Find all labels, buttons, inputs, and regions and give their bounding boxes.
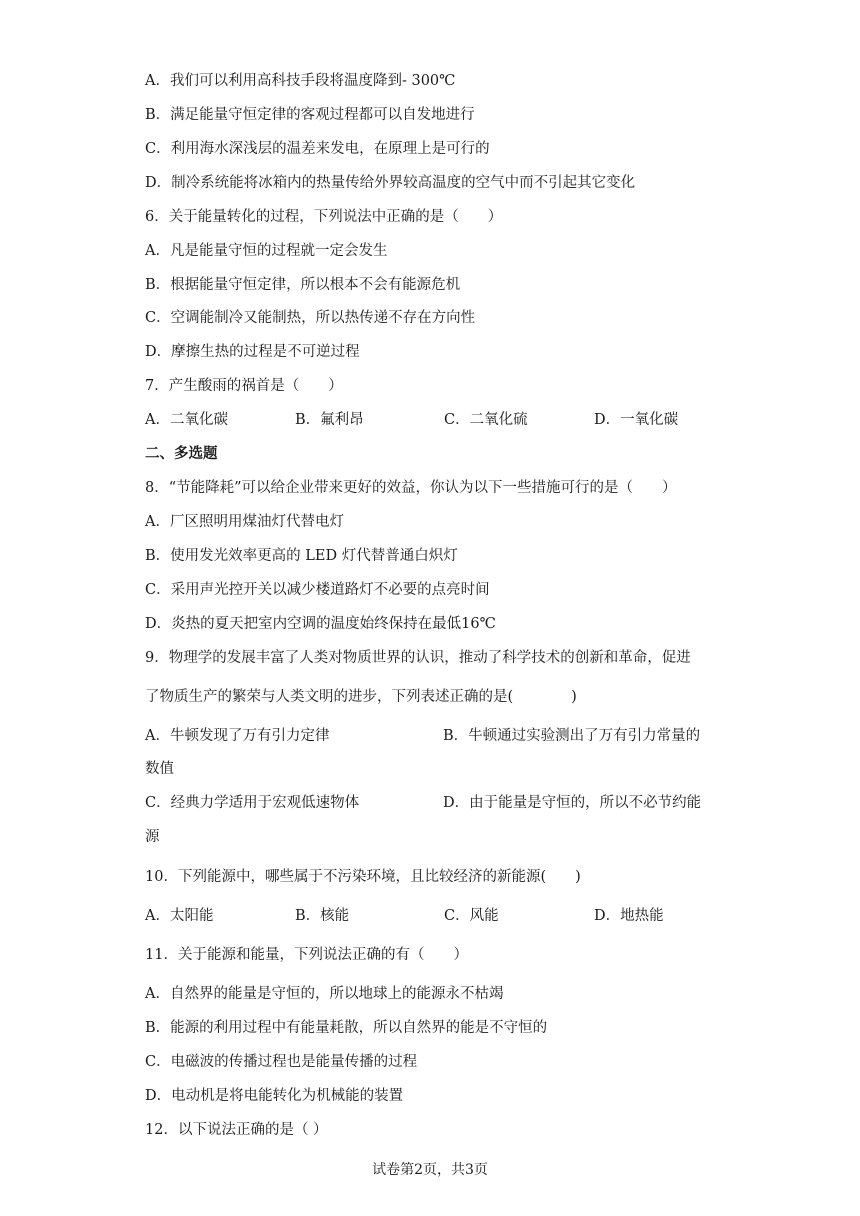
q6-option-a: A．凡是能量守恒的过程就一定会发生	[145, 243, 388, 259]
q8-option-a: A．厂区照明用煤油灯代替电灯	[145, 514, 344, 530]
q8-option-b: B．使用发光效率更高的 LED 灯代替普通白炽灯	[145, 548, 458, 564]
q6-stem: 6．关于能量转化的过程，下列说法中正确的是（ ）	[145, 209, 503, 225]
section-title: 二、多选题	[145, 445, 218, 462]
q7-option-d: D．一氧化碳	[594, 412, 679, 428]
q9-options-row1	[145, 726, 745, 746]
q9-option-d-cont: 源	[145, 829, 160, 845]
q8-stem: 8．“节能降耗”可以给企业带来更好的效益，你认为以下一些措施可行的是（ ）	[145, 480, 677, 496]
q7-option-a: A．二氧化碳	[145, 412, 228, 428]
q7-options	[145, 410, 745, 430]
q5-option-a: A．我们可以利用高科技手段将温度降到- 300℃	[145, 73, 456, 89]
q9-option-b-cont: 数值	[145, 761, 174, 777]
q7-option-b: B．氟利昂	[295, 412, 364, 428]
q6-option-b: B．根据能量守恒定律，所以根本不会有能源危机	[145, 277, 461, 293]
q10-option-c: C．风能	[444, 908, 499, 924]
q10-stem: 10．下列能源中，哪些属于不污染环境，且比较经济的新能源( )	[145, 869, 581, 885]
q11-option-d: D．电动机是将电能转化为机械能的装置	[145, 1088, 404, 1104]
q5-option-c: C．利用海水深浅层的温差来发电，在原理上是可行的	[145, 141, 490, 157]
q9-option-a: A．牛顿发现了万有引力定律	[145, 728, 330, 744]
q7-option-c: C．二氧化硫	[444, 412, 528, 428]
q11-option-c: C．电磁波的传播过程也是能量传播的过程	[145, 1054, 418, 1070]
q11-option-b: B．能源的利用过程中有能量耗散，所以自然界的能是不守恒的	[145, 1020, 548, 1036]
q7-stem: 7．产生酸雨的祸首是（ ）	[145, 378, 343, 394]
page-footer: 试卷第2页，共3页	[372, 1162, 488, 1178]
q11-option-a: A．自然界的能量是守恒的，所以地球上的能源永不枯竭	[145, 986, 504, 1002]
q11-stem: 11．关于能源和能量，下列说法正确的有（ ）	[145, 947, 468, 963]
q9-options-row2	[145, 793, 745, 813]
q5-option-d: D．制冷系统能将冰箱内的热量传给外界较高温度的空气中而不引起其它变化	[145, 175, 636, 191]
q12-stem: 12．以下说法正确的是（ ）	[145, 1122, 328, 1138]
q10-options	[145, 906, 745, 926]
q10-option-a: A．太阳能	[145, 908, 214, 924]
q9-stem-line2: 了物质生产的繁荣与人类文明的进步，下列表述正确的是( )	[145, 689, 577, 705]
q8-option-d: D．炎热的夏天把室内空调的温度始终保持在最低16℃	[145, 616, 496, 632]
q6-option-d: D．摩擦生热的过程是不可逆过程	[145, 344, 360, 360]
q8-option-c: C．采用声光控开关以减少楼道路灯不必要的点亮时间	[145, 582, 490, 598]
q9-stem-line1: 9．物理学的发展丰富了人类对物质世界的认识，推动了科学技术的创新和革命，促进	[145, 650, 691, 666]
q10-option-d: D．地热能	[594, 908, 664, 924]
q9-option-d: D．由于能量是守恒的，所以不必节约能	[443, 795, 702, 811]
q10-option-b: B．核能	[295, 908, 350, 924]
q5-option-b: B．满足能量守恒定律的客观过程都可以自发地进行	[145, 107, 475, 123]
q9-option-c: C．经典力学适用于宏观低速物体	[145, 795, 360, 811]
q9-option-b: B．牛顿通过实验测出了万有引力常量的	[443, 728, 701, 744]
q6-option-c: C．空调能制冷又能制热，所以热传递不存在方向性	[145, 310, 476, 326]
